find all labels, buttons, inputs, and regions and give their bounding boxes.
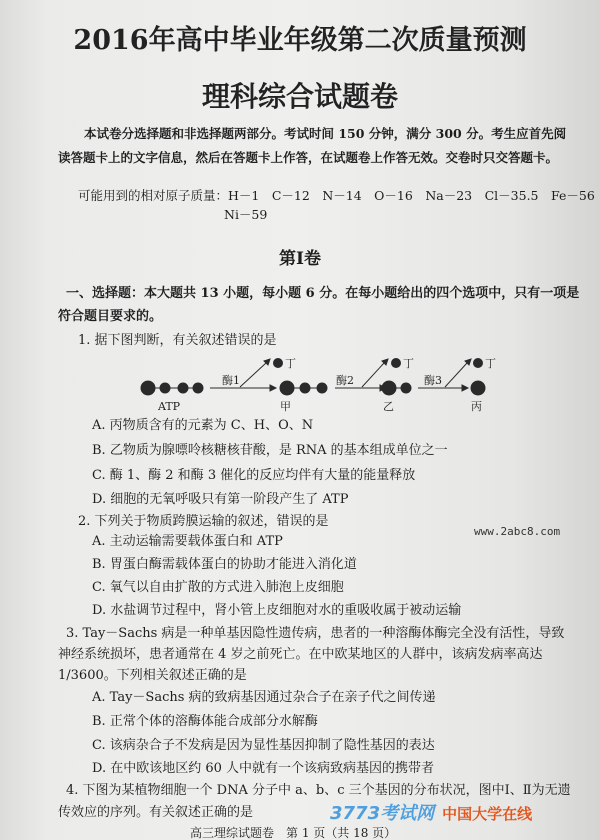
site-logo [330,803,532,827]
label-enzyme1: 酶1 [222,374,240,387]
q1-option-a: A. 丙物质含有的元素为 C、H、O、N [92,418,314,433]
q1-stem: 1. 据下图判断，有关叙述错误的是 [78,333,277,348]
q3-option-a: A. Tay－Sachs 病的致病基因通过杂合子在亲子代之间传递 [92,690,436,705]
atp-phosphate-node [193,383,203,393]
q2-stem: 2. 下列关于物质跨膜运输的叙述，错误的是 [78,514,329,529]
atomic-masses-line-1: 可能用到的相对原子质量：H－1 C－12 N－14 O－16 Na－23 Cl－35.5 Fe－56 [78,188,595,203]
bing-node [471,381,485,395]
label-atp: ATP [158,400,181,413]
label-enzyme3: 酶3 [424,374,442,387]
q2-option-a: A. 主动运输需要载体蛋白和 ATP [92,534,283,549]
ding-node-1 [274,359,283,368]
ding-node-3 [474,359,483,368]
q3-stem-3: 1/3600。下列相关叙述正确的是 [58,668,247,683]
watermark-text: www.2abc8.com [474,525,561,538]
label-enzyme2: 酶2 [336,374,354,387]
label-bing: 丙 [471,400,482,413]
q3-option-d: D. 在中欧该地区约 60 人中就有一个该病致病基因的携带者 [92,761,435,776]
q1-option-b: B. 乙物质为腺嘌呤核糖核苷酸，是 RNA 的基本组成单位之一 [92,443,448,458]
section-instruction-1: 一、选择题：本大题共 13 小题，每小题 6 分。在每小题给出的四个选项中，只有一项是 [66,286,580,301]
logo-bottom-text: 中国大学在线 [442,805,533,823]
q3-stem-1: 3. Tay－Sachs 病是一种单基因隐性遗传病，患者的一种溶酶体酶完全没有活性，导致 [66,626,565,641]
label-ding-3: 丁 [485,357,496,370]
q3-option-c: C. 该病杂合子不发病是因为显性基因抑制了隐性基因的表达 [92,738,435,753]
q2-option-b: B. 胃蛋白酶需载体蛋白的协助才能进入消化道 [92,557,357,572]
q1-atp-diagram [140,355,500,415]
exam-title: 2016年高中毕业年级第二次质量预测 [73,25,527,56]
q4-stem-2: 传效应的序列。有关叙述正确的是 [58,805,254,820]
q2-option-c: C. 氧气以自由扩散的方式进入肺泡上皮细胞 [92,580,344,595]
ding-node-2 [392,359,401,368]
label-yi: 乙 [383,400,394,413]
intro-line-1: 本试卷分选择题和非选择题两部分。考试时间 150 分钟，满分 300 分。考生应首先阅 [84,126,567,141]
q2-option-d: D. 水盐调节过程中，肾小管上皮细胞对水的重吸收属于被动运输 [92,603,462,618]
atomic-masses-line-2: Ni－59 [224,207,268,222]
logo-top-text: 3773考试网 [330,803,435,824]
exam-subtitle: 理科综合试题卷 [201,80,398,113]
q4-stem-1: 4. 下图为某植物细胞一个 DNA 分子中 a、b、c 三个基因的分布状况，图中Ⅰ、Ⅱ为无遗 [66,783,571,798]
label-ding-1: 丁 [285,357,296,370]
atp-phosphate-node [160,383,170,393]
section-instruction-2: 符合题目要求的。 [58,309,163,324]
atp-phosphate-node [178,383,188,393]
section-title: 第Ⅰ卷 [279,249,321,269]
q1-option-c: C. 酶 1、酶 2 和酶 3 催化的反应均伴有大量的能量释放 [92,468,416,483]
intro-line-2: 读答题卡上的文字信息，然后在答题卡上作答，在试题卷上作答无效。交卷时只交答题卡。 [58,150,559,165]
label-jia: 甲 [280,400,291,413]
q3-option-b: B. 正常个体的溶酶体能合成部分水解酶 [92,714,318,729]
label-ding-2: 丁 [403,357,414,370]
page-footer: 高三理综试题卷 第 1 页（共 18 页） [190,826,397,840]
q3-stem-2: 神经系统损坏，患者通常在 4 岁之前死亡。在中欧某地区的人群中，该病发病率高达 [58,647,543,662]
q1-option-d: D. 细胞的无氧呼吸只有第一阶段产生了 ATP [92,492,349,507]
